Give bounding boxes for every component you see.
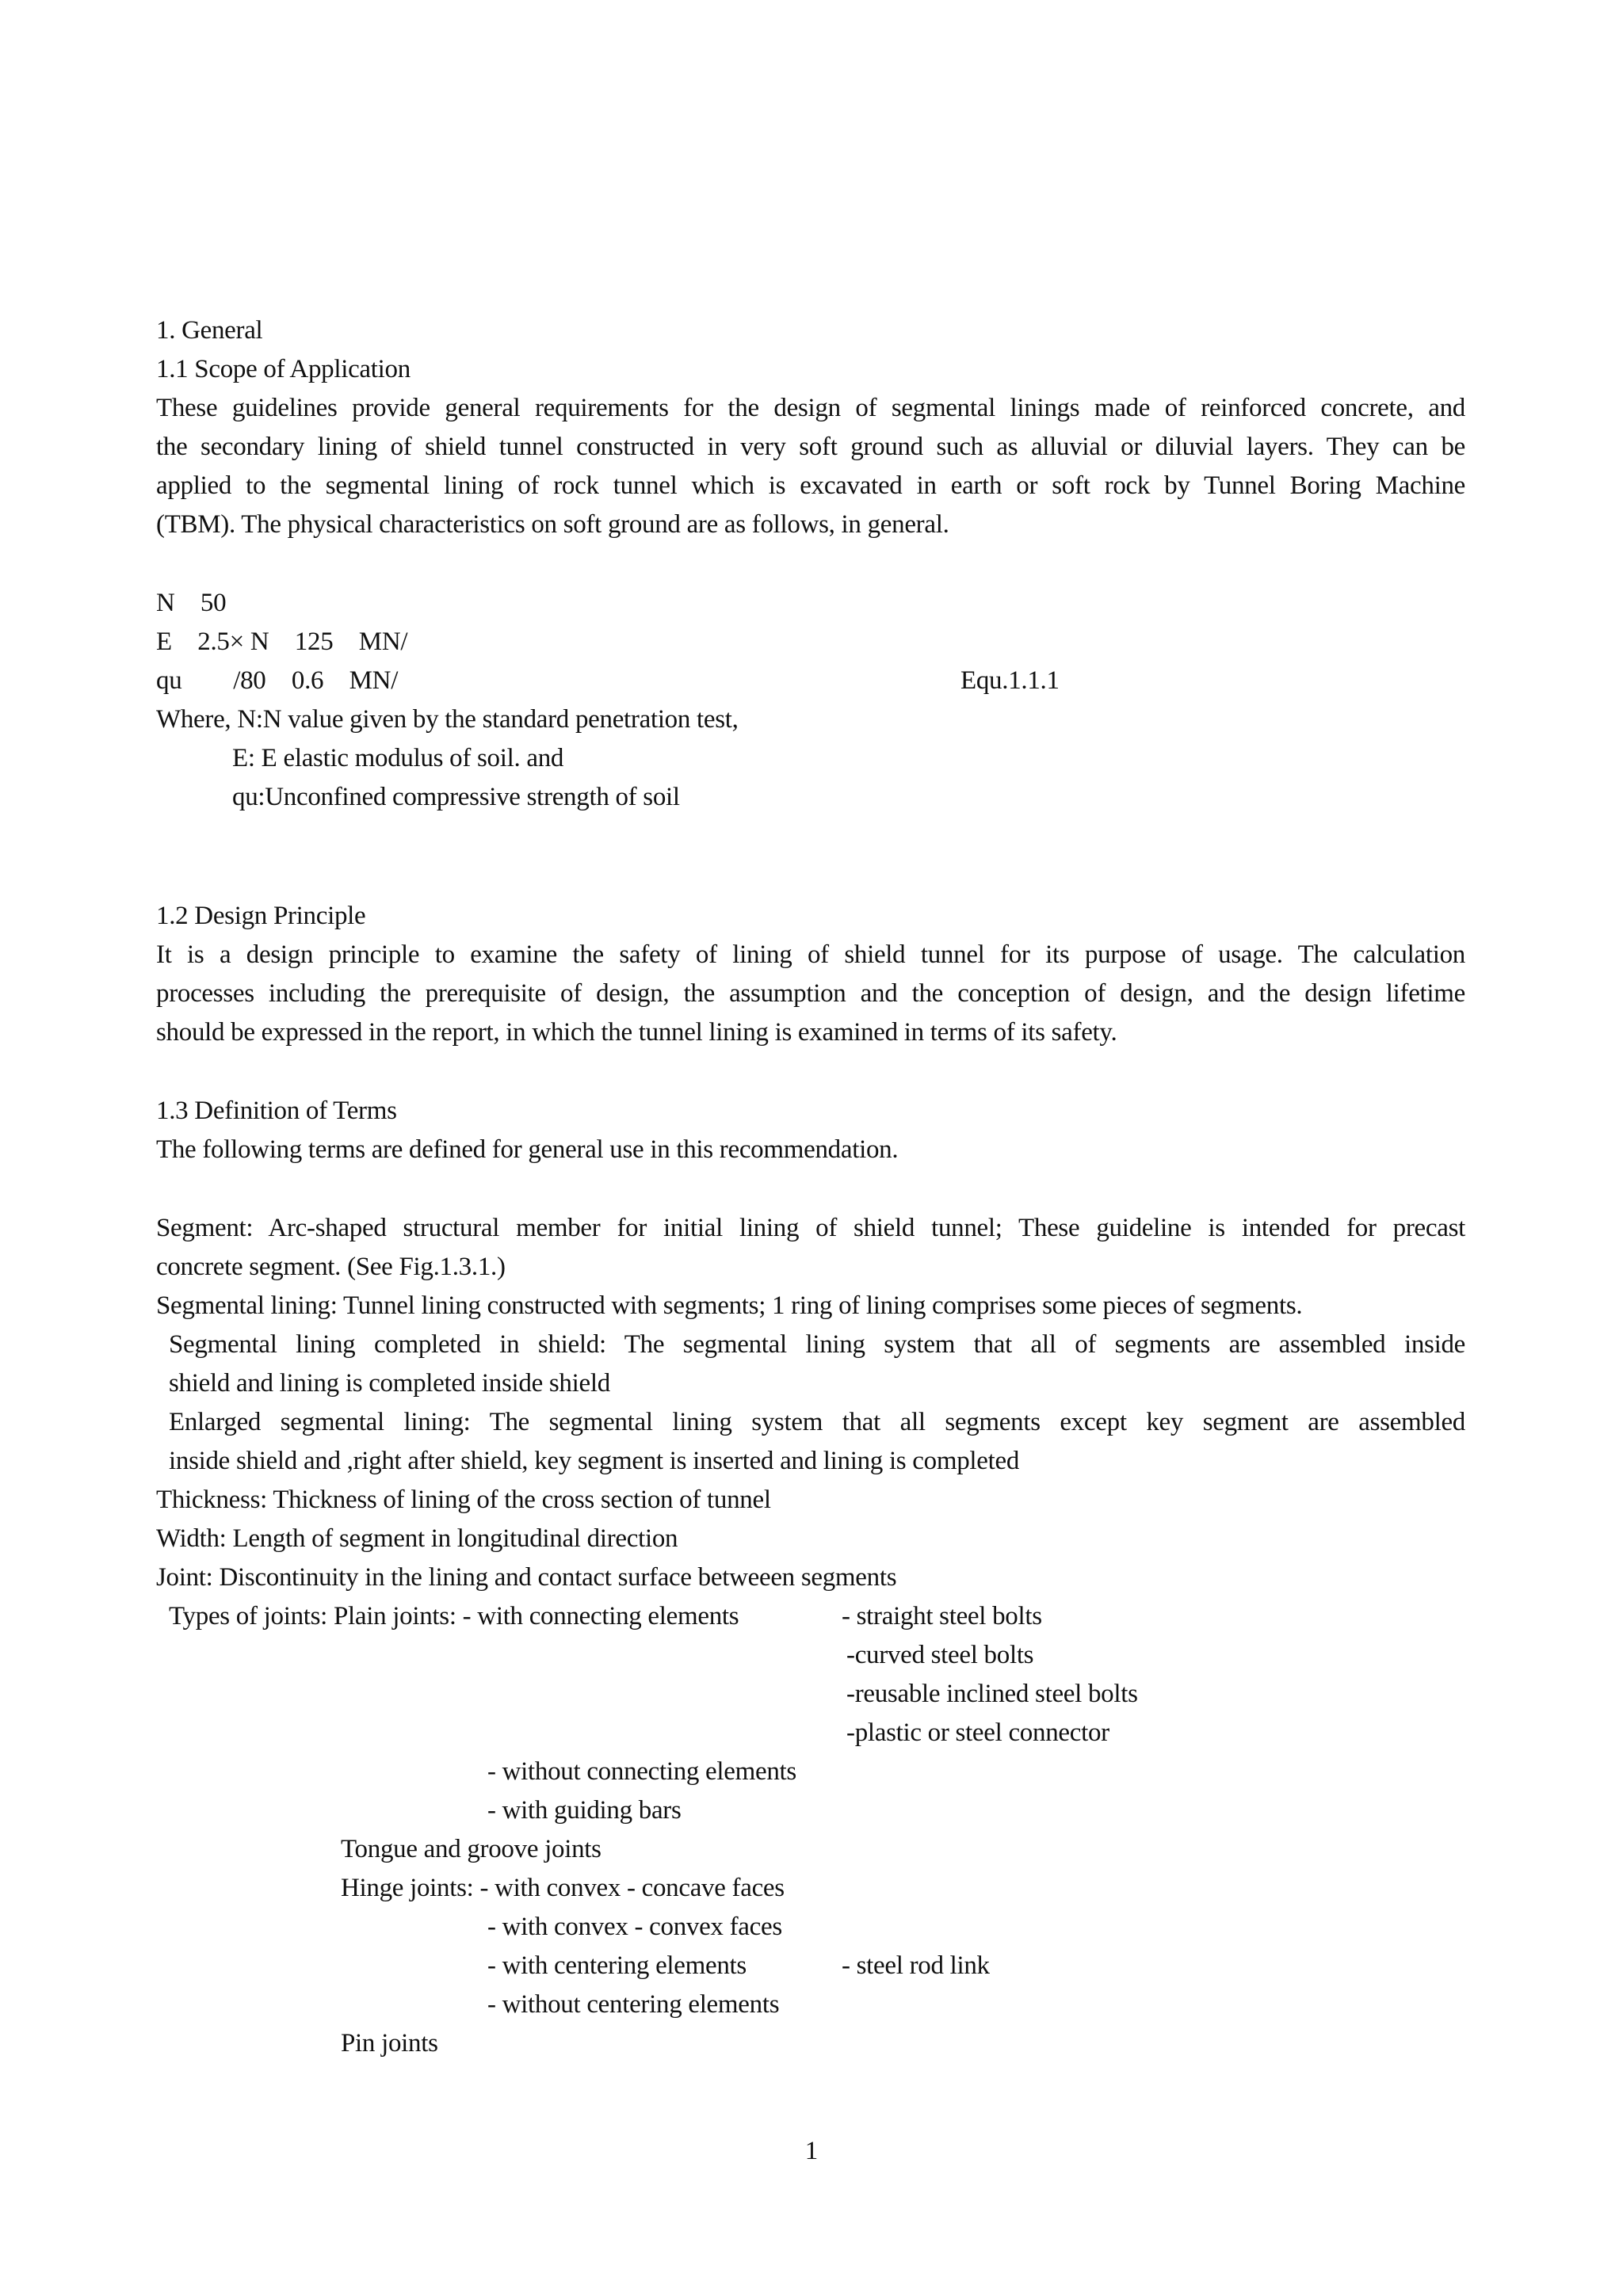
term-joint: Joint: Discontinuity in the lining and contact surface betweeen segments — [156, 1563, 897, 1592]
equation-line: qu /80 0.6 MN/ — [156, 666, 399, 695]
pin-joints: Pin joints — [341, 2029, 438, 2058]
term-segment: Segment: Arc-shaped structural member for initial lining of shield tunnel; These guideline is intended for precast — [156, 1214, 1465, 1242]
scope-paragraph-line: These guidelines provide general requirements for the design of segmental linings made of reinforced concrete, and — [156, 394, 1465, 422]
subsection-heading-design: 1.2 Design Principle — [156, 902, 366, 930]
hinge-joints-label: Hinge joints: - with convex - concave faces — [341, 1874, 785, 1902]
term-enlarged-lining: Enlarged segmental lining: The segmental lining system that all segments except key segment are assembled — [169, 1408, 1465, 1436]
term-width: Width: Length of segment in longitudinal direction — [156, 1524, 678, 1553]
joint-types-label: Types of joints: Plain joints: - with connecting elements — [169, 1602, 739, 1630]
bolt-type-item: - straight steel bolts — [842, 1602, 1042, 1630]
page-number: 1 — [804, 2137, 819, 2165]
design-paragraph-line: processes including the prerequisite of design, the assumption and the conception of design, and the design lifetime — [156, 979, 1465, 1008]
scope-paragraph-line: applied to the segmental lining of rock tunnel which is excavated in earth or soft rock by Tunnel Boring Machine — [156, 471, 1465, 500]
equation-line: E 2.5× N 125 MN/ — [156, 627, 408, 656]
scope-paragraph-line: the secondary lining of shield tunnel constructed in very soft ground such as alluvial or diluvial layers. They can be — [156, 433, 1465, 461]
term-segmental-lining: Segmental lining: Tunnel lining constructed with segments; 1 ring of lining comprises some pieces of segments. — [156, 1291, 1303, 1320]
plain-joint-item: - without connecting elements — [487, 1757, 796, 1786]
equation-line: N 50 — [156, 589, 227, 617]
equation-label: Equ.1.1.1 — [960, 666, 1060, 695]
where-line: E: E elastic modulus of soil. and — [232, 744, 564, 772]
bolt-type-item: -reusable inclined steel bolts — [846, 1680, 1138, 1708]
bolt-type-item: -plastic or steel connector — [846, 1718, 1109, 1747]
terms-intro: The following terms are defined for general use in this recommendation. — [156, 1135, 899, 1164]
term-segment: concrete segment. (See Fig.1.3.1.) — [156, 1253, 506, 1281]
where-line: Where, N:N value given by the standard penetration test, — [156, 705, 739, 734]
section-heading: 1. General — [156, 316, 263, 345]
tongue-groove-joints: Tongue and groove joints — [341, 1835, 601, 1863]
where-line: qu:Unconfined compressive strength of soil — [232, 783, 680, 811]
hinge-joint-item: - without centering elements — [487, 1990, 780, 2019]
scope-paragraph-line: (TBM). The physical characteristics on soft ground are as follows, in general. — [156, 510, 949, 539]
term-completed-in-shield: shield and lining is completed inside shield — [169, 1369, 610, 1398]
hinge-joint-item: - with convex - convex faces — [487, 1913, 782, 1941]
design-paragraph-line: should be expressed in the report, in which the tunnel lining is examined in terms of its safety. — [156, 1018, 1117, 1047]
plain-joint-item: - with guiding bars — [487, 1796, 682, 1825]
term-thickness: Thickness: Thickness of lining of the cross section of tunnel — [156, 1486, 771, 1514]
bolt-type-item: -curved steel bolts — [846, 1641, 1034, 1669]
term-completed-in-shield: Segmental lining completed in shield: The segmental lining system that all of segments are assembled inside — [169, 1330, 1465, 1359]
steel-rod-link: - steel rod link — [842, 1951, 990, 1980]
subsection-heading-scope: 1.1 Scope of Application — [156, 355, 411, 383]
hinge-joint-item: - with centering elements — [487, 1951, 747, 1980]
subsection-heading-terms: 1.3 Definition of Terms — [156, 1097, 397, 1125]
term-enlarged-lining: inside shield and ,right after shield, key segment is inserted and lining is completed — [169, 1447, 1020, 1475]
design-paragraph-line: It is a design principle to examine the safety of lining of shield tunnel for its purpose of usage. The calculation — [156, 940, 1465, 969]
